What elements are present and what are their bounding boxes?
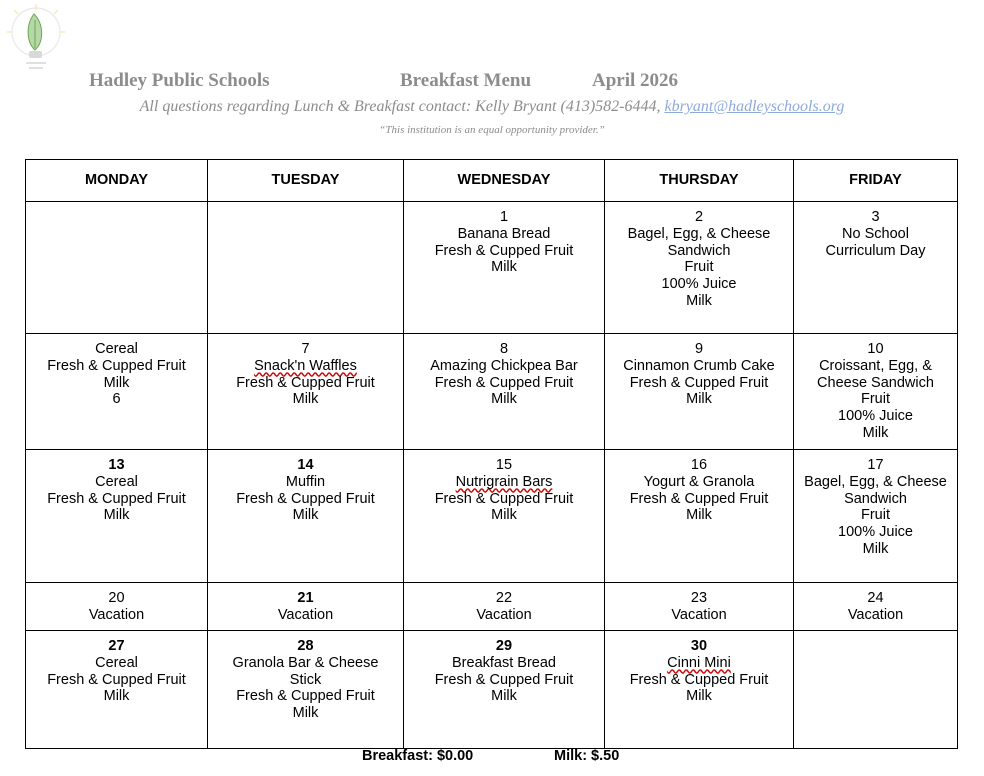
- menu-item: Yogurt & Granola: [643, 473, 755, 490]
- menu-item: Fresh & Cupped Fruit: [434, 490, 574, 507]
- menu-item: Fresh & Cupped Fruit: [434, 242, 574, 259]
- menu-item: Milk: [292, 391, 319, 408]
- day-cell: [605, 583, 794, 631]
- day-cell: [794, 583, 958, 631]
- breakfast-price: Breakfast: $0.00: [362, 748, 474, 764]
- menu-item: Fresh & Cupped Fruit: [236, 688, 375, 705]
- day-cell: [404, 450, 605, 583]
- day-number: 13: [108, 457, 125, 473]
- day-cell: [26, 583, 208, 631]
- day-cell: [794, 202, 958, 334]
- day-number: 21: [297, 590, 314, 606]
- day-cell: [404, 631, 605, 749]
- menu-item: Milk: [103, 374, 130, 391]
- school-logo: [4, 2, 70, 74]
- day-cell: [605, 334, 794, 450]
- menu-item: Granola Bar & Cheese: [232, 654, 379, 671]
- day-number: 10: [867, 341, 884, 357]
- day-cell: [208, 631, 404, 749]
- menu-title: Breakfast Menu: [400, 70, 532, 91]
- menu-item: Vacation: [277, 606, 334, 623]
- menu-item: Milk: [686, 688, 712, 705]
- menu-item: Milk: [686, 292, 712, 309]
- menu-month: April 2026: [592, 70, 679, 91]
- menu-item: 100% Juice: [661, 276, 737, 293]
- day-cell: [26, 450, 208, 583]
- menu-item: Snack'n Waffles: [254, 357, 357, 374]
- menu-item: Fruit: [861, 507, 890, 524]
- menu-item: Vacation: [671, 606, 727, 623]
- day-cell: [605, 450, 794, 583]
- weekday-wednesday: WEDNESDAY: [404, 160, 605, 202]
- day-number: 2: [694, 209, 704, 225]
- menu-item: Bagel, Egg, & Cheese: [627, 225, 771, 242]
- contact-email-link[interactable]: kbryant@hadleyschools.org: [664, 98, 845, 115]
- menu-item: Fruit: [861, 391, 890, 408]
- week-row: [26, 583, 958, 631]
- day-number: 1: [499, 209, 509, 225]
- menu-item: Banana Bread: [457, 225, 551, 242]
- day-cell: [208, 450, 404, 583]
- day-cell: [794, 631, 958, 749]
- day-cell: [26, 631, 208, 749]
- day-number: 6: [112, 391, 121, 408]
- menu-item: Milk: [686, 507, 712, 524]
- menu-item: Cinnamon Crumb Cake: [623, 357, 775, 374]
- day-number: 30: [690, 638, 708, 654]
- menu-item: Cereal: [95, 654, 138, 671]
- menu-item: Sandwich: [667, 242, 731, 259]
- week-row: [26, 334, 958, 450]
- menu-item: Fresh & Cupped Fruit: [434, 671, 574, 688]
- day-cell: [794, 334, 958, 450]
- day-cell: [794, 450, 958, 583]
- day-number: 24: [867, 590, 884, 606]
- menu-item: Amazing Chickpea Bar: [430, 357, 578, 374]
- day-cell: [208, 202, 404, 334]
- milk-price: Milk: $.50: [554, 748, 620, 764]
- week-row: [26, 450, 958, 583]
- menu-item: Fresh & Cupped Fruit: [629, 490, 769, 507]
- menu-item: No School: [842, 225, 909, 242]
- menu-item: Fresh & Cupped Fruit: [434, 374, 574, 391]
- day-number: 27: [108, 638, 125, 654]
- school-name: Hadley Public Schools: [89, 70, 270, 91]
- menu-item: Fresh & Cupped Fruit: [629, 374, 769, 391]
- day-cell: [26, 202, 208, 334]
- day-number: 16: [690, 457, 708, 473]
- day-number: 8: [499, 341, 509, 357]
- menu-item: Fresh & Cupped Fruit: [236, 490, 375, 507]
- weekday-tuesday: TUESDAY: [208, 160, 404, 202]
- day-number: 29: [495, 638, 513, 654]
- menu-item: Milk: [103, 688, 130, 705]
- menu-item: Muffin: [285, 473, 326, 490]
- day-number: 9: [694, 341, 704, 357]
- menu-item: Milk: [491, 391, 517, 408]
- menu-item: Fruit: [684, 259, 714, 276]
- menu-item: Milk: [862, 424, 889, 441]
- menu-item: Cereal: [95, 473, 138, 490]
- menu-item: 100% Juice: [838, 408, 913, 425]
- day-cell: [404, 334, 605, 450]
- menu-item: Cinni Mini: [667, 654, 731, 671]
- menu-item: Cheese Sandwich: [817, 374, 934, 391]
- day-number: 7: [301, 341, 310, 357]
- day-cell: [208, 334, 404, 450]
- day-cell: [208, 583, 404, 631]
- menu-item: Milk: [292, 705, 319, 722]
- menu-item: Fresh & Cupped Fruit: [47, 671, 186, 688]
- day-number: 23: [690, 590, 708, 606]
- breakfast-calendar: [25, 159, 958, 749]
- week-row: [26, 631, 958, 749]
- menu-item: Cereal: [95, 341, 138, 357]
- day-cell: [605, 631, 794, 749]
- day-cell: [605, 202, 794, 334]
- menu-item: Fresh & Cupped Fruit: [47, 357, 186, 374]
- menu-item: Vacation: [476, 606, 532, 623]
- menu-item: Milk: [292, 507, 319, 524]
- menu-item: Fresh & Cupped Fruit: [236, 374, 375, 391]
- weekday-friday: FRIDAY: [794, 160, 958, 202]
- weekday-thursday: THURSDAY: [605, 160, 794, 202]
- menu-item: Milk: [491, 259, 517, 276]
- day-number: 15: [495, 457, 513, 473]
- menu-item: Vacation: [847, 606, 904, 623]
- contact-text: All questions regarding Lunch & Breakfast contact: Kelly Bryant (413)582-6444,: [139, 98, 665, 115]
- menu-item: Fresh & Cupped Fruit: [629, 671, 769, 688]
- menu-item: Nutrigrain Bars: [455, 473, 553, 490]
- day-cell: [404, 202, 605, 334]
- menu-item: Croissant, Egg, &: [819, 357, 932, 374]
- week-row: [26, 202, 958, 334]
- menu-item: Milk: [686, 391, 712, 408]
- menu-item: Milk: [103, 507, 130, 524]
- day-number: 3: [871, 209, 880, 225]
- day-number: 22: [495, 590, 513, 606]
- menu-item: Milk: [491, 688, 517, 705]
- weekday-header-row: [26, 160, 958, 202]
- day-number: 14: [297, 457, 314, 473]
- day-number: 17: [867, 457, 884, 473]
- weekday-monday: MONDAY: [26, 160, 208, 202]
- menu-item: Sandwich: [844, 490, 907, 507]
- day-cell: [404, 583, 605, 631]
- menu-item: Stick: [289, 671, 322, 688]
- menu-item: Fresh & Cupped Fruit: [47, 490, 186, 507]
- menu-item: Curriculum Day: [825, 242, 926, 259]
- menu-item: 100% Juice: [838, 524, 913, 541]
- day-cell: [26, 334, 208, 450]
- day-number: 28: [297, 638, 314, 654]
- menu-item: Milk: [862, 540, 889, 557]
- day-number: 20: [108, 590, 125, 606]
- equal-opportunity-statement: “This institution is an equal opportunity provider.”: [379, 124, 605, 136]
- menu-item: Breakfast Bread: [452, 654, 556, 671]
- contact-line: [0, 98, 984, 116]
- menu-item: Vacation: [88, 606, 145, 623]
- menu-item: Milk: [491, 507, 517, 524]
- menu-item: Bagel, Egg, & Cheese: [804, 473, 947, 490]
